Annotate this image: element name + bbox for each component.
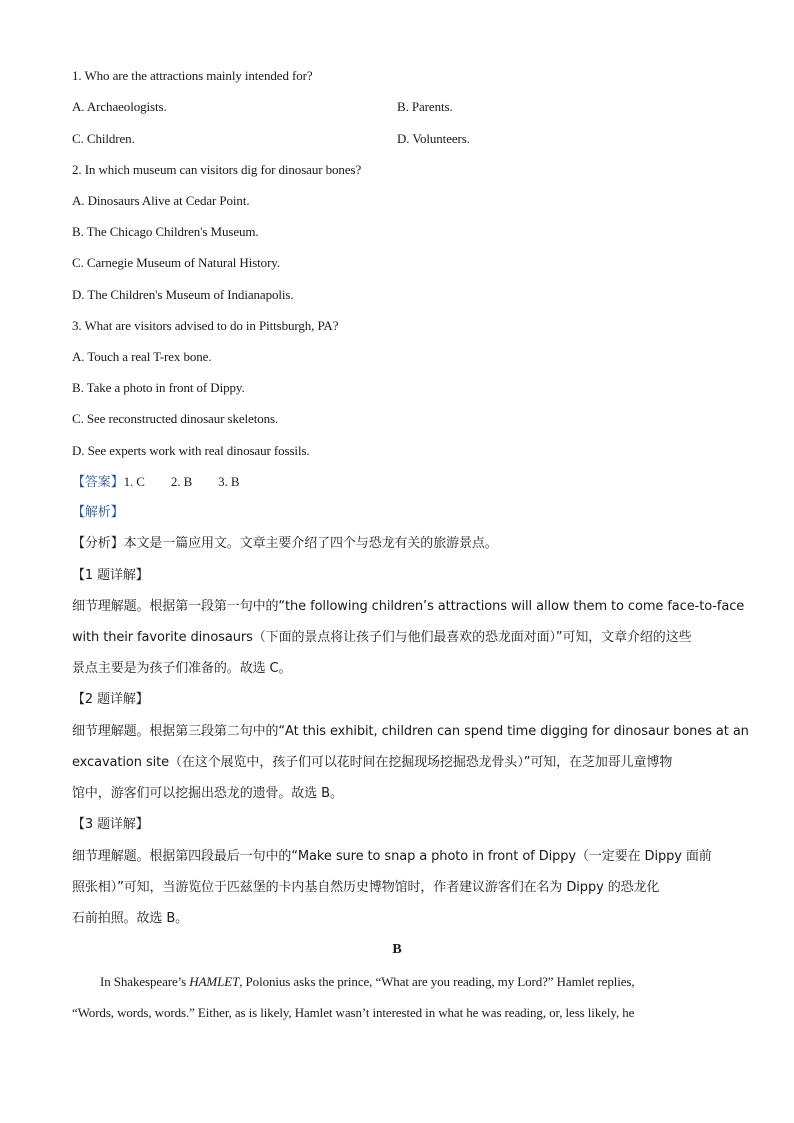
analysis-summary <box>72 536 498 552</box>
detail-3-line-2: 照张相）”可知，当游览位于匹兹堡的卡内基自然历史博物馆时，作者建议游客们在名为 Dippy 的恐龙化 <box>72 880 660 895</box>
answer-row <box>72 474 265 491</box>
line1-pre: In Shakespeare’s <box>100 974 190 989</box>
detail-2-label: 【2 题详解】 <box>72 692 149 707</box>
q2-option-c: C. Carnegie Museum of Natural History. <box>72 255 281 270</box>
question-1: 1. Who are the attractions mainly intended for? <box>72 68 313 83</box>
question-3: 3. What are visitors advised to do in Pittsburgh, PA? <box>72 318 339 333</box>
detail-2-line-2: excavation site（在这个展览中，孩子们可以花时间在挖掘现场挖掘恐龙骨头）”可知，在芝加哥儿童博物 <box>72 755 673 770</box>
summary-label: 【分析】 <box>72 536 124 551</box>
hamlet-title: HAMLET <box>189 974 240 989</box>
summary-text: 本文是一篇应用文。文章主要介绍了四个与恐龙有关的旅游景点。 <box>123 536 498 551</box>
q1-option-a: A. Archaeologists. <box>72 99 167 114</box>
detail-1-line-3: 景点主要是为孩子们准备的。故选 C。 <box>72 661 292 676</box>
detail-3-line-3: 石前拍照。故选 B。 <box>72 911 189 926</box>
detail-3-line-1: 细节理解题。根据第四段最后一句中的“Make sure to snap a photo in front of Dippy（一定要在 Dippy 面前 <box>72 849 712 864</box>
q3-option-c: C. See reconstructed dinosaur skeletons. <box>72 411 279 426</box>
section-b-line-2: “Words, words, words.” Either, as is likely, Hamlet wasn’t interested in what he was reading, or, less likely, he <box>72 1005 635 1020</box>
question-2: 2. In which museum can visitors dig for dinosaur bones? <box>72 162 362 177</box>
answer-label: 【答案】 <box>72 475 124 490</box>
line1-post: , Polonius asks the prince, “What are you reading, my Lord?” Hamlet replies, <box>239 974 635 989</box>
q1-option-d: D. Volunteers. <box>397 131 470 146</box>
answer-item-2: 2. B <box>170 474 193 489</box>
detail-1-line-1: 细节理解题。根据第一段第一句中的“the following children’s attractions will allow them to come face-to-face <box>72 599 745 614</box>
analysis-label: 【解析】 <box>72 505 124 520</box>
q3-option-a: A. Touch a real T-rex bone. <box>72 349 212 364</box>
q3-option-d: D. See experts work with real dinosaur fossils. <box>72 443 310 458</box>
q2-option-b: B. The Chicago Children's Museum. <box>72 224 259 239</box>
detail-1-label: 【1 题详解】 <box>72 568 149 583</box>
q2-option-a: A. Dinosaurs Alive at Cedar Point. <box>72 193 250 208</box>
q1-option-c: C. Children. <box>72 131 135 146</box>
section-b-heading: B <box>392 942 402 957</box>
detail-2-line-1: 细节理解题。根据第三段第二句中的“At this exhibit, children can spend time digging for dinosaur bones at an <box>72 724 749 739</box>
answer-item-1: 1. C <box>123 474 145 489</box>
detail-3-label: 【3 题详解】 <box>72 817 149 832</box>
detail-2-line-3: 馆中，游客们可以挖掘出恐龙的遗骨。故选 B。 <box>72 786 343 801</box>
q2-option-d: D. The Children's Museum of Indianapolis. <box>72 287 294 302</box>
q3-option-b: B. Take a photo in front of Dippy. <box>72 380 245 395</box>
q1-option-b: B. Parents. <box>397 99 453 114</box>
section-b-line-1 <box>100 974 635 990</box>
detail-1-line-2: with their favorite dinosaurs（下面的景点将让孩子们与他们最喜欢的恐龙面对面）”可知，文章介绍的这些 <box>72 630 692 645</box>
answer-item-3: 3. B <box>218 474 240 489</box>
